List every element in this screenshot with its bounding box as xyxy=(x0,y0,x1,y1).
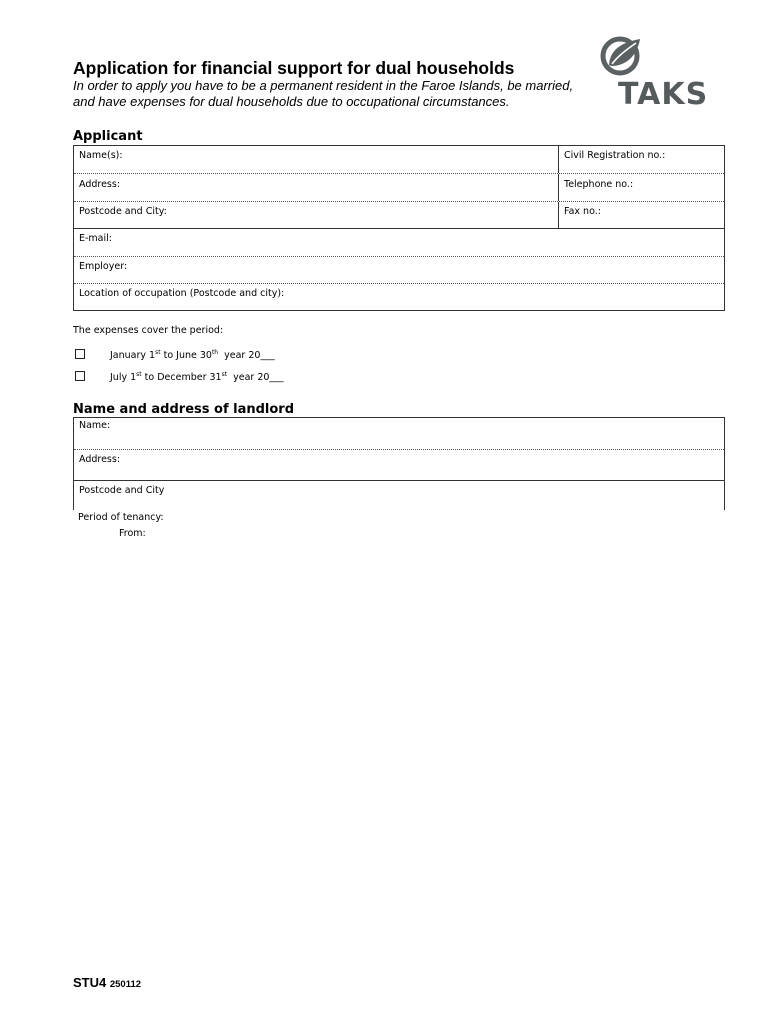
telephone-field[interactable]: Telephone no.: xyxy=(564,179,634,190)
names-field[interactable]: Name(s): xyxy=(79,150,123,161)
employer-field[interactable]: Employer: xyxy=(79,261,128,272)
column-divider xyxy=(558,202,559,228)
logo-wordmark: TAKS xyxy=(618,77,709,112)
civil-registration-field[interactable]: Civil Registration no.: xyxy=(564,150,666,161)
landlord-name-field[interactable]: Name: xyxy=(79,420,111,431)
postcode-row xyxy=(74,201,724,228)
email-row xyxy=(74,228,724,256)
form-subtitle: In order to apply you have to be a permanent resident in the Faroe Islands, be married, and have expenses for dual households due to occupational circumstances. xyxy=(73,78,574,109)
period-option-2: July 1st to December 31st year 20___ xyxy=(110,371,284,383)
form-title: Application for financial support for dual households xyxy=(73,58,515,78)
location-field[interactable]: Location of occupation (Postcode and city): xyxy=(79,288,285,299)
column-divider xyxy=(558,146,559,173)
period-option-1: January 1st to June 30th year 20___ xyxy=(110,349,275,361)
period-checkbox-2[interactable] xyxy=(75,371,85,381)
period-checkbox-1[interactable] xyxy=(75,349,85,359)
landlord-heading: Name and address of landlord xyxy=(73,402,295,417)
landlord-postcode-field[interactable]: Postcode and City xyxy=(79,485,165,496)
leaf-icon xyxy=(600,36,644,78)
fax-field[interactable]: Fax no.: xyxy=(564,206,601,217)
employer-row xyxy=(74,256,724,283)
address-row xyxy=(74,173,724,201)
tenancy-from-field[interactable]: From: xyxy=(119,528,146,539)
email-field[interactable]: E-mail: xyxy=(79,233,112,244)
landlord-name-row xyxy=(74,418,724,449)
landlord-postcode-row xyxy=(74,480,724,510)
taks-logo xyxy=(598,36,732,110)
column-divider xyxy=(558,174,559,201)
location-row xyxy=(74,283,724,310)
address-field[interactable]: Address: xyxy=(79,179,121,190)
period-intro: The expenses cover the period: xyxy=(73,325,224,336)
landlord-address-row xyxy=(74,449,724,480)
names-row xyxy=(74,146,724,173)
landlord-address-field[interactable]: Address: xyxy=(79,454,121,465)
landlord-table xyxy=(73,417,725,510)
postcode-city-field[interactable]: Postcode and City: xyxy=(79,206,167,217)
form-code: STU4 250112 xyxy=(73,975,142,990)
applicant-heading: Applicant xyxy=(73,129,143,144)
applicant-table xyxy=(73,145,725,311)
tenancy-label: Period of tenancy: xyxy=(78,512,164,523)
